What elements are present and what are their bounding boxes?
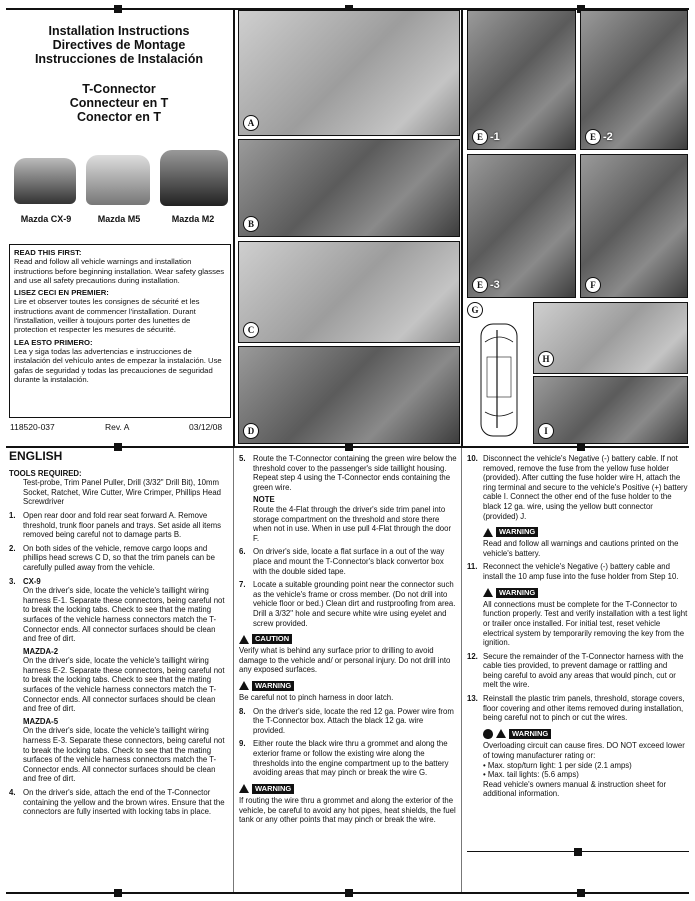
step-1: 1. Open rear door and fold rear seat forward A. Remove threshold, trunk floor panels and trays. Set aside all items removed being careful not to damage parts B. <box>9 510 222 540</box>
revision: Rev. A <box>105 422 130 432</box>
car-label-m5: Mazda M5 <box>97 214 141 224</box>
warning-text-5: Overloading circuit can cause fires. DO NOT exceed lower of towing manufacturer rating or: <box>483 741 685 761</box>
column-3-end-marker <box>574 848 582 856</box>
step-5-text: Route the T-Connector containing the green wire below the threshold cover to the passenger's side taillight housing. Repeat step 4 using the T-Connector ends containing the green wire. <box>253 454 457 492</box>
warning-text-2: If routing the wire thru a grommet and along the exterior of the vehicle, be careful to avoid any hot pipes, heat shields, the fuel tank or any other points that may pinch or break the wire. <box>239 795 456 825</box>
step-12-text: Secure the remainder of the T-Connector harness with the cable ties provided, to prevent damage or rattling and being careful to avoid any areas that would pinch, cut or melt the wire. <box>483 651 684 690</box>
note-title: NOTE <box>253 495 275 505</box>
photo-e3-suffix: -3 <box>490 279 500 291</box>
photo-d-label: D <box>243 423 259 439</box>
product-fr: Connecteur en T <box>69 96 169 110</box>
warning-block-2 <box>239 782 457 825</box>
warning-text-1: Be careful not to pinch harness in door latch. <box>239 693 394 703</box>
step-7: 7. Locate a suitable grounding point near the connector such as the vehicle's frame or cross member. (Do not drill into vehicle floor or bed.) Clean dirt and rustproofing from area. Drill a 3/32" hole and secure white wire using eyelet and screw provided. <box>239 580 456 628</box>
warning-label: WARNING <box>252 784 294 794</box>
column-divider <box>461 8 463 446</box>
tools-title: TOOLS REQUIRED: <box>9 468 82 478</box>
instructions-column-2 <box>239 454 457 825</box>
step-9-text: Either route the black wire thru a grommet and along the exterior frame or follow the existing wire along the thresholds into the engine compartment up to the battery avoiding areas that may pinch or break the wire G. <box>253 739 449 778</box>
step-10: 10. Disconnect the vehicle's Negative (-) battery cable. If not removed, remove the fuse from the yellow fuse holder (provided). After cutting the fuse holder wire H, attach the ring terminal and secure to the vehicle's Positive (+) battery cable I. Connect the other end of the fuse holder to the black 12 ga. wire, using the yellow butt connector (provided) J. <box>467 454 688 521</box>
step-3-m2-head: MAZDA-2 <box>23 646 59 656</box>
step-12: 12. Secure the remainder of the T-Connector harness with the cable ties provided, to prevent damage or rattling and being careful to avoid any areas that would pinch, cut or melt the wire. <box>467 651 684 690</box>
mid-marker <box>577 443 585 451</box>
step-2: 2. On both sides of the vehicle, remove cargo loops and phillips head screws C D, so that the trim panels can be carefully pulled away from the vehicle. <box>9 543 215 572</box>
photo-f <box>580 154 688 298</box>
warning-bullet-2: • Max. tail lights: (5.6 amps) <box>483 770 579 780</box>
step-6-text: On driver's side, locate a flat surface in a out of the way place and mount the T-Connector's black convertor box with the double sided tape. <box>253 547 445 576</box>
warning-label: WARNING <box>509 729 551 739</box>
title-block <box>10 24 228 66</box>
step-10-text: Disconnect the vehicle's Negative (-) battery cable. If not removed, remove the fuse from the yellow fuse holder (provided). After cutting the fuse holder wire H, attach the ring terminal and secure to the vehicle's Positive (+) battery cable I. Connect the other end of the fuse holder to the black 12 ga. wire, using the yellow butt connector (provided) J. <box>483 454 688 521</box>
column-divider <box>461 448 462 892</box>
bottom-marker <box>345 889 353 897</box>
product-en: T-Connector <box>82 82 156 96</box>
photo-i <box>533 376 688 444</box>
photo-e3 <box>467 154 576 298</box>
part-number: 118520-037 <box>10 422 55 432</box>
warning-label: WARNING <box>252 681 294 691</box>
photo-e2-suffix: -2 <box>603 131 613 143</box>
photo-c-label: C <box>243 322 259 338</box>
instructions-column-3 <box>467 454 688 799</box>
photo-e1-suffix: -1 <box>490 131 500 143</box>
read-first-body-fr: Lire et observer toutes les consignes de sécurité et les instructions avant de commencer l'installation. Durant l'installation, veiller à toujours porter des lunettes de protection et respecter les mesures de sécurité. <box>14 297 200 335</box>
warning-block-4 <box>467 586 688 648</box>
photo-c <box>238 241 460 343</box>
warning-text-5-end: Read vehicle's owners manual & instruction sheet for additional information. <box>483 779 667 799</box>
caution-label: CAUTION <box>252 634 292 644</box>
warning-icon <box>239 784 249 793</box>
warning-icon <box>239 681 249 690</box>
step-8: 8. On the driver's side, locate the red 12 ga. Power wire from the T-Connector box. Attach the black 12 ga. wire provided. <box>239 706 454 735</box>
top-marker <box>114 5 122 13</box>
product-es: Conector en T <box>76 110 162 124</box>
photo-a-label: A <box>243 115 259 131</box>
car-label-cx9: Mazda CX-9 <box>20 214 72 224</box>
photo-d <box>238 346 460 444</box>
step-7-text: Locate a suitable grounding point near the connector such as the vehicle's frame or cross member. (Do not drill into vehicle floor or bed.) Clean dirt and rustproofing from area. Drill a 3/32" hole and secure white wire using eyelet and screw provided. <box>253 580 456 628</box>
title-es: Instrucciones de Instalación <box>34 52 204 66</box>
bottom-marker <box>577 889 585 897</box>
tools-list: Test-probe, Trim Panel Puller, Drill (3/32" Drill Bit), 10mm Socket, Ratchet, Wire Cutter, Wire Crimper, Phillips Head Screwdriver <box>23 478 222 507</box>
warning-bullet-1: • Max. stop/turn light: 1 per side (2.1 amps) <box>483 760 632 770</box>
caution-block <box>239 632 457 675</box>
car-label-m2: Mazda M2 <box>171 214 215 224</box>
step-11-text: Reconnect the vehicle's Negative (-) battery cable and install the 10 amp fuse into the fuse holder from Step 10. <box>483 562 679 582</box>
instructions-column-1 <box>9 449 229 821</box>
warning-text-4: All connections must be complete for the T-Connector to function properly. Test and verify installation with a test light or trailer once installed. For initial test, reset vehicle electrical system by temporarily removing the key from the ignition. <box>483 599 688 648</box>
warning-label: WARNING <box>496 527 538 537</box>
warning-icon <box>483 528 493 537</box>
diagram-g-label: G <box>467 302 483 318</box>
title-en: Installation Instructions <box>48 24 190 38</box>
photo-i-label: I <box>538 423 554 439</box>
step-13-text: Reinstall the plastic trim panels, threshold, storage covers, floor covering and other items removed during installation, being careful not to pinch or cut the wires. <box>483 694 685 723</box>
bottom-marker <box>114 889 122 897</box>
step-3-cx9-body: On the driver's side, locate the vehicle's taillight wiring harness E-1. Separate these connectors, being careful not to break the locking tabs. Check to see that the mating surfaces of the vehicle harness connectors match the T-Connector ends. All connector surfaces should be clean and free of dirt. <box>23 586 225 644</box>
photo-f-label: F <box>585 277 601 293</box>
warning-block-1 <box>239 679 457 703</box>
car-image-cx9 <box>14 158 76 204</box>
step-3-cx9-head: CX-9 <box>23 576 41 586</box>
read-first-title-fr: LISEZ CECI EN PREMIER: <box>14 288 109 298</box>
read-first-title-en: READ THIS FIRST: <box>14 248 82 257</box>
step-3-m5-body: On the driver's side, locate the vehicle's taillight wiring harness E-3. Separate these connectors, being careful not to break the locking tabs. Check to see that the mating surfaces of the vehicle harness connectors match the T-Connector ends. All connector surfaces should be clean and free of dirt. <box>23 726 225 784</box>
step-9: 9. Either route the black wire thru a grommet and along the exterior frame or follow the existing wire along the thresholds into the engine compartment up to the battery avoiding areas that may pinch or break the wire G. <box>239 739 449 778</box>
mid-marker <box>114 443 122 451</box>
photo-e2-label: E <box>585 129 601 145</box>
step-3: 3. CX-9 On the driver's side, locate the vehicle's taillight wiring harness E-1. Separate these connectors, being careful not to break the locking tabs. Check to see that the mating surfaces of the vehicle harness connectors match the T-Connector ends. All connector surfaces should be clean and free of dirt. MAZDA-2 On the driver's side, locate the vehicle's taillight wiring harness E-2. Separate these connectors, being careful not to break the locking tabs. Check to see that the mating surfaces of the vehicle harness connectors match the T-Connector ends. All connector surfaces should be clean and free of dirt. MAZDA-5 On the driver's side, locate the vehicle's taillight wiring harness E-3. Separate these connectors, being careful not to break the locking tabs. Check to see that the mating surfaces of the vehicle harness connectors match the T-Connector ends. All connector surfaces should be clean and free of dirt. <box>9 577 229 784</box>
caution-text: Verify what is behind any surface prior to drilling to avoid damage to the vehicle and/ or personal injury. Do not drill into any exposed surfaces. <box>239 646 451 675</box>
warning-block-5 <box>467 727 688 799</box>
column-divider <box>233 448 234 892</box>
warning-icon <box>496 729 506 738</box>
warning-label: WARNING <box>496 588 538 598</box>
read-first-title-es: LEA ESTO PRIMERO: <box>14 337 93 347</box>
caution-icon <box>239 635 249 644</box>
photo-h <box>533 302 688 374</box>
car-image-m5 <box>86 155 150 205</box>
step-2-text: On both sides of the vehicle, remove cargo loops and phillips head screws C D, so that the trim panels can be carefully pulled away from the vehicle. <box>23 543 215 572</box>
english-heading: ENGLISH <box>9 449 63 463</box>
read-first-body-es: Lea y siga todas las advertencias e instrucciones de instalación del vehículo antes de empezar la instalación. Use gafas de seguridad y todas las precauciones de seguridad durante la instalación. <box>14 346 222 384</box>
photo-e1 <box>467 10 576 150</box>
read-first-box <box>9 244 231 418</box>
photo-a <box>238 10 460 136</box>
warning-icon <box>483 588 493 597</box>
date: 03/12/08 <box>189 422 223 432</box>
title-fr: Directives de Montage <box>52 38 186 52</box>
read-first-body-en: Read and follow all vehicle warnings and installation instructions before beginning installation. Wear safety glasses and use all safety precautions during installation. <box>14 257 225 285</box>
step-5: 5. Route the T-Connector containing the green wire below the threshold cover to the passenger's side taillight housing. Repeat step 4 using the T-Connector ends containing the green wire. NOTE Route the 4-Flat through the driver's side trim panel into storage compartment on the threshold and store there when not in use. When in use pull 4-Flat through the door F. <box>239 454 457 543</box>
column-divider <box>233 8 235 446</box>
photo-e1-label: E <box>472 129 488 145</box>
warning-block-3 <box>467 525 688 558</box>
photo-h-label: H <box>538 351 554 367</box>
product-block <box>10 82 228 124</box>
photo-b <box>238 139 460 237</box>
vehicle-outline-diagram <box>467 302 529 442</box>
photo-e2 <box>580 10 688 150</box>
step-4-text: On the driver's side, attach the end of the T-Connector containing the yellow and the brown wires. Ensure that the connectors are fully inserted with locking tabs in place. <box>23 788 225 817</box>
mid-marker <box>345 443 353 451</box>
fire-icon <box>483 729 493 739</box>
car-image-m2 <box>160 150 228 206</box>
step-4: 4. On the driver's side, attach the end of the T-Connector containing the yellow and the brown wires. Ensure that the connectors are fully inserted with locking tabs in place. <box>9 788 225 817</box>
diagram-g <box>467 302 529 442</box>
step-3-m5-head: MAZDA-5 <box>23 716 59 726</box>
note-text: Route the 4-Flat through the driver's side trim panel into storage compartment on the threshold and store there when not in use. When in use pull 4-Flat through the door F. <box>253 504 452 543</box>
step-11: 11. Reconnect the vehicle's Negative (-) battery cable and install the 10 amp fuse into the fuse holder from Step 10. <box>467 562 679 582</box>
photo-b-label: B <box>243 216 259 232</box>
step-8-text: On the driver's side, locate the red 12 ga. Power wire from the T-Connector box. Attach the black 12 ga. wire provided. <box>253 706 454 735</box>
step-1-text: Open rear door and fold rear seat forward A. Remove threshold, trunk floor panels and trays. Set aside all items removed being careful not to damage parts B. <box>23 510 222 540</box>
photo-e3-label: E <box>472 277 488 293</box>
step-3-m2-body: On the driver's side, locate the vehicle's taillight wiring harness E-2. Separate these connectors, being careful not to break the locking tabs. Check to see that the mating surfaces of the vehicle harness connectors match the T-Connector ends. All connector surfaces should be clean and free of dirt. <box>23 656 225 714</box>
warning-text-3: Read and follow all warnings and cautions printed on the vehicle's battery. <box>483 539 679 558</box>
step-6: 6. On driver's side, locate a flat surface in a out of the way place and mount the T-Connector's black convertor box with the double sided tape. <box>239 547 445 576</box>
step-13: 13. Reinstall the plastic trim panels, threshold, storage covers, floor covering and other items removed during installation, being careful not to pinch or cut the wires. <box>467 694 685 723</box>
